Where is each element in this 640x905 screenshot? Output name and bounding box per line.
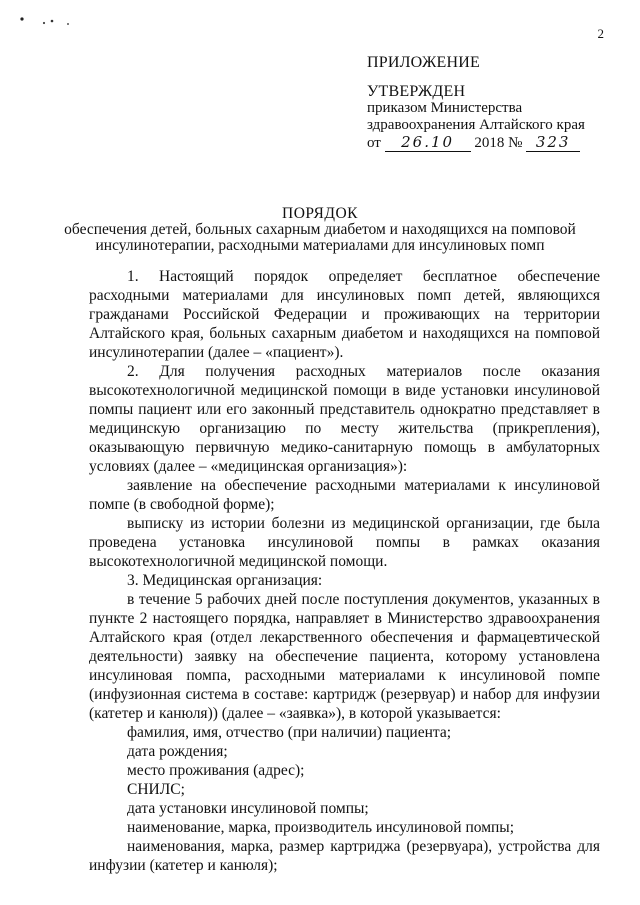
order-date-line [367,134,617,152]
paragraph-3: 3. Медицинская организация: [127,572,323,589]
order-line-1: приказом Министерства [367,100,523,116]
appendix-label: ПРИЛОЖЕНИЕ [367,54,481,71]
page-number: 2 [597,26,604,41]
paragraph-2: 2. Для получения расходных материалов после оказания высокотехнологичной медицинской помощи в виде установки инсулиновой помпы пациент или его законный представитель однократно представляет в медицинскую организацию по месту жительства (прикрепления), оказывающую первичную медико-санитарную помощь в амбулаторных условиях (далее – «медицинская организация»): [89,363,600,475]
document-title [0,206,640,254]
paragraph-application: заявление на обеспечение расходными материалами к инсулиновой помпе (в свободной форме); [89,477,600,513]
handwritten-number: 323 [526,134,580,152]
year-number-label: 2018 № [474,135,523,151]
title-line-1: обеспечения детей, больных сахарным диабетом и находящихся на помповой [64,221,576,238]
document-body [89,267,600,875]
list-item-name: фамилия, имя, отчество (при наличии) пациента; [127,724,452,741]
approved-label: УТВЕРЖДЕН [367,83,466,100]
list-item-pump-model: наименование, марка, производитель инсулиновой помпы; [127,819,515,836]
list-item-cartridge: наименования, марка, размер картриджа (резервуара), устройства для инфузии (катетер и канюля); [89,838,600,874]
list-item-snils: СНИЛС; [127,781,185,798]
from-label: от [367,135,381,151]
list-item-birthdate: дата рождения; [127,743,228,760]
handwritten-date: 26.10 [385,134,471,152]
paragraph-extract: выписку из истории болезни из медицинской организации, где была проведена установка инсулиновой помпы в рамках оказания высокотехнологичной медицинской помощи. [89,515,600,570]
list-item-install-date: дата установки инсулиновой помпы; [127,800,369,817]
title-heading: ПОРЯДОК [282,205,358,222]
scan-artifact-marks [18,12,78,26]
paragraph-request: в течение 5 рабочих дней после поступления документов, указанных в пункте 2 настоящего порядка, направляет в Министерство здравоохранения Алтайского края (отдел лекарственного обеспечения и фармацевтической деятельности) заявку на обеспечение пациента, которому установлена инсулиновая помпа, расходными материалами к инсулиновой помпе (инфузионная система в составе: картридж (резервуар) и набор для инфузии (катетер и канюля)) (далее – «заявка»), в которой указывается: [89,591,600,722]
title-line-2: инсулинотерапии, расходными материалами для инсулиновых помп [95,237,545,254]
list-item-address: место проживания (адрес); [127,762,305,779]
approval-block [367,54,617,152]
order-line-2: здравоохранения Алтайского края [367,117,585,133]
paragraph-1: 1. Настоящий порядок определяет бесплатное обеспечение расходными материалами для инсулиновых помп детей, являющихся гражданами Российской Федерации и проживающих на территории Алтайского края, больных сахарным диабетом и находящихся на помповой инсулинотерапии (далее – «пациент»). [89,268,600,361]
